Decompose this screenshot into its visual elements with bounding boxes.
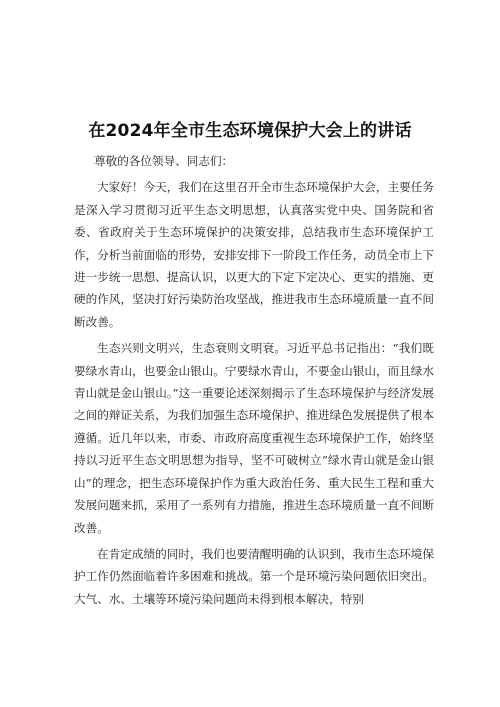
paragraph-opening: 大家好！今天，我们在这里召开全市生态环境保护大会，主要任务是深入学习贯彻习近平生态文明思想，认真落实党中央、国务院和省委、省政府关于生态环境保护的决策安排，总结我市生态环境保护工作，分析当前面临的形势，安排安排下一阶段工作任务，动员全市上下进一步统一思想、提高认识，以更大的下定下定决心、更实的措施、更硬的作风，坚决打好污染防治攻坚战，推进我市生态环境质量一直不间断改善。 xyxy=(74,180,434,329)
paragraph-ecology: 生态兴则文明兴，生态衰则文明衰。习近平总书记指出：“我们既要绿水青山，也要金山银山。宁要绿水青山，不要金山银山，而且绿水青山就是金山银山。”这一重要论述深刻揭示了生态环境保护与经济发展之间的辩证关系，为我们加强生态环境保护、推进绿色发展提供了根本遵循。近几年以来，市委、市政府高度重视生态环境保护工作，始终坚持以习近平生态文明思想为指导，坚不可破树立“绿水青山就是金山银山”的理念，把生态环境保护作为重大政治任务、重大民生工程和重大发展问题来抓，采用了一系列有力措施，推进生态环境质量一直不间断改善。 xyxy=(74,341,434,535)
salutation: 尊敬的各位领导、同志们： xyxy=(94,154,234,168)
document-title: 在2024年全市生态环境保护大会上的讲话 xyxy=(88,121,412,141)
document-body xyxy=(74,150,434,614)
paragraph-challenges: 在肯定成绩的同时，我们也要清醒明确的认识到，我市生态环境保护工作仍然面临着许多困难和挑战。第一个是环境污染问题依旧突出。大气、水、土壤等环境污染问题尚未得到根本解决，特别 xyxy=(74,546,434,606)
